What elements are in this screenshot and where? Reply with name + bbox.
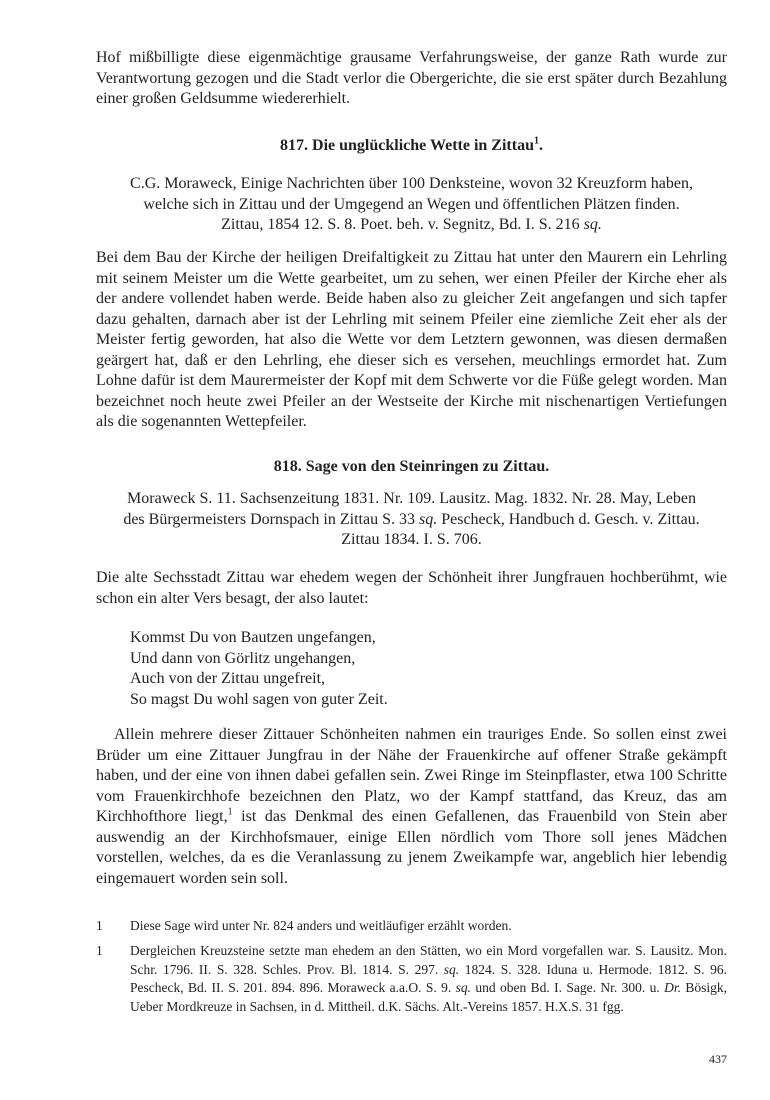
section-818-source-line-2-text-c: Pescheck, Handbuch d. Gesch. v. Zittau. bbox=[437, 510, 700, 528]
section-818-body-2 bbox=[96, 725, 727, 889]
section-817-body: Bei dem Bau der Kirche der heiligen Dreifaltigkeit zu Zittau hat unter den Maurern ein Lehrling mit seinem Meister um die Wette gearbeitet, um zu sehen, wer einen Pfeiler der Kirche eher als der andere vollendet haben werde. Beide haben also zu gleicher Zeit angefangen und sich tapfer dazu gehalten, darnach aber ist der Lehrling mit seinem Pfeiler eine ziemliche Zeit eher als der Meister fertig geworden, hat also die Wette vor dem Letztern gewonnen, was diesen dermaßen geärgert hat, daß er den Lehrling, ehe dieser sich es versehen, meuchlings ermordet hat. Zum Lohne dafür ist dem Maurermeister der Kopf mit dem Schwerte vor die Füße gelegt worden. Man bezeichnet noch heute zwei Pfeiler an der Westseite der Kirche mit nischenartigen Vertiefungen als die sogenannten Wettepfeiler. bbox=[96, 249, 727, 430]
footnote-sq: sq. bbox=[443, 961, 460, 977]
section-817-source-line-1: C.G. Moraweck, Einige Nachrichten über 100 Denksteine, wovon 32 Kreuzform haben, bbox=[130, 175, 693, 192]
verse-line: Und dann von Görlitz ungehangen, bbox=[130, 649, 356, 667]
section-818-body-2-text-a: Allein mehrere dieser Zittauer Schönheiten nahmen ein trauriges Ende. So sollen einst zwei Brüder um eine Zittauer Jungfrau in der Nähe der Frauenkirche auf offener Straße gekämpft haben, und der eine von ihnen dabei gefallen sein. Zwei Ringe im Steinpflaster, etwa 100 Schritte vom Frauenkirchhofe bezeichnen den Platz, wo der Kampf stattfand, das Kreuz, das am Kirchhofthore liegt, bbox=[96, 726, 727, 825]
section-817-title-text: 817. Die unglückliche Wette in Zittau bbox=[280, 137, 534, 154]
section-817-title bbox=[96, 136, 727, 156]
page-number: 437 bbox=[709, 1052, 727, 1066]
section-818-body-2-text-b: ist das Denkmal des einen Gefallenen, das Frauenbild von Stein aber auswendig an der Kirchhofsmauer, einige Ellen nördlich vom Thore soll jenes Mädchen vorstellen, welches, da es die Veranlassung zu jenem Zweikampfe war, angeblich hier lebendig eingemauert worden sein soll. bbox=[96, 808, 727, 887]
section-817-footnote-ref[interactable]: 1 bbox=[533, 135, 539, 147]
footnote-dr: Dr. bbox=[664, 980, 681, 995]
footnote-text bbox=[130, 942, 727, 1016]
footnote-sq: sq. bbox=[455, 980, 471, 995]
section-818-body-1: Die alte Sechsstadt Zittau war ehedem wegen der Schönheit ihrer Jungfrauen hochberühmt, wie schon ein alter Vers besagt, der also lautet: bbox=[96, 569, 727, 607]
footnote-text-c: 1824. S. 328. Iduna u. Hermode. 1812. S. 96. Pescheck, Bd. II. S. 201. 894. 896. Moraweck a.a.O. S. 9. bbox=[130, 961, 728, 995]
section-818-source-line-2 bbox=[96, 510, 727, 531]
section-818-footnote-ref[interactable]: 1 bbox=[227, 806, 233, 818]
footnote-text-e: und oben Bd. I. Sage. Nr. 300. u. bbox=[470, 980, 665, 995]
section-817-title-end: . bbox=[538, 137, 543, 154]
section-817-source bbox=[96, 174, 727, 236]
verse-line: Auch von der Zittau ungefreit, bbox=[130, 670, 326, 687]
intro-paragraph: Hof mißbilligte diese eigenmächtige grausame Verfahrungsweise, der ganze Rath wurde zur Verantwortung gezogen und die Stadt verlor die Obergerichte, die sie erst später durch Bezahlung einer großen Geldsumme wiedererhielt. bbox=[96, 49, 727, 107]
footnote-text-g: Bösigk, Ueber Mordkreuze in Sachsen, in d. Mittheil. d.K. Sächs. Alt.-Vereins 1857. H.X.S. 31 fgg. bbox=[130, 980, 728, 1014]
section-818-source-line-2-text-a: des Bürgermeisters Dornspach in Zittau S. 33 bbox=[123, 510, 419, 528]
footnote-text-a: Dergleichen Kreuzsteine setzte man ehedem an den Stätten, wo ein Mord vorgefallen war. S. Lausitz. Mon. Schr. 1796. II. S. 328. Schles. Prov. Bl. 1814. S. 297. bbox=[130, 943, 727, 977]
section-817-source-line-2: welche sich in Zittau und der Umgegend an Wegen und öffentlichen Plätzen finden. bbox=[143, 195, 680, 213]
section-817-source-sq: sq. bbox=[583, 216, 602, 233]
section-818-source bbox=[96, 489, 727, 551]
verse-line: So magst Du wohl sagen von guter Zeit. bbox=[130, 690, 388, 708]
footnote bbox=[96, 942, 727, 1016]
footnote-number: 1 bbox=[96, 943, 103, 958]
footnote-text: Diese Sage wird unter Nr. 824 anders und weitläufiger erzählt worden. bbox=[130, 918, 512, 933]
section-817-source-line-3-text: Zittau, 1854 12. S. 8. Poet. beh. v. Segnitz, Bd. I. S. 216 bbox=[221, 216, 584, 233]
footnote bbox=[96, 917, 727, 936]
section-818-source-sq: sq. bbox=[418, 510, 438, 528]
section-818-source-line-3: Zittau 1834. I. S. 706. bbox=[341, 531, 482, 548]
section-817-source-line-3 bbox=[96, 215, 727, 236]
verse-block bbox=[130, 628, 690, 710]
section-818-title: 818. Sage von den Steinringen zu Zittau. bbox=[273, 458, 550, 475]
verse-line: Kommst Du von Bautzen ungefangen, bbox=[130, 629, 376, 646]
footnote-number: 1 bbox=[96, 918, 103, 933]
section-818-source-line-1: Moraweck S. 11. Sachsenzeitung 1831. Nr. 109. Lausitz. Mag. 1832. Nr. 28. May, Leben bbox=[127, 490, 696, 507]
